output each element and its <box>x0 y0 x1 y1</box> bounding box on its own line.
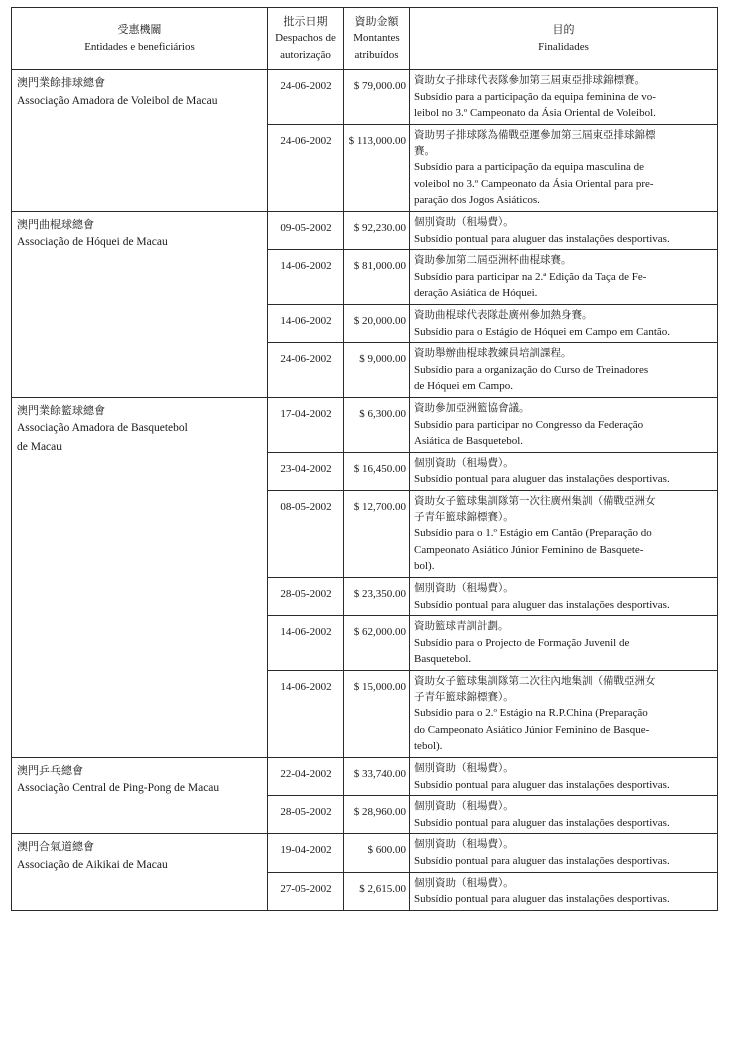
dispatch-date: 14-06-2002 <box>268 616 344 671</box>
dispatch-date: 14-06-2002 <box>268 304 344 342</box>
dispatch-date: 22-04-2002 <box>268 757 344 795</box>
table-row <box>12 757 718 795</box>
purpose-text-pt: Subsídio para a participação da equipa masculina de <box>414 161 644 174</box>
entity-name-zh: 澳門合氣道總會 <box>17 840 94 854</box>
dispatch-date: 24-06-2002 <box>268 70 344 125</box>
purpose-text-zh: 資助參加第二屆亞洲杯曲棍球賽。 <box>414 254 572 266</box>
amount-value: $ 20,000.00 <box>344 304 410 342</box>
purpose-text-pt: Subsídio pontual para aluguer das instalações desportivas. <box>414 855 670 867</box>
amount-value: $ 113,000.00 <box>344 124 410 211</box>
purpose-cell <box>410 834 718 872</box>
purpose-text-zh: 個別資助（租場費）。 <box>414 761 514 774</box>
amount-value: $ 62,000.00 <box>344 616 410 671</box>
purpose-text-zh: 資助女子排球代表隊參加第三屆東亞排球錦標賽。 <box>414 74 645 86</box>
purpose-text-pt: Subsídio pontual para aluguer das instalações desportivas. <box>414 893 670 906</box>
dispatch-date: 24-06-2002 <box>268 343 344 398</box>
table-row <box>12 70 718 125</box>
purpose-text-zh: 個別資助（租場費）。 <box>414 215 514 228</box>
table-header-row <box>12 8 718 70</box>
table-row <box>12 211 718 249</box>
amount-value: $ 15,000.00 <box>344 670 410 757</box>
purpose-text-zh: 個別資助（租場費）。 <box>414 876 514 889</box>
entity-name-pt: de Macau <box>17 440 63 453</box>
purpose-cell <box>410 757 718 795</box>
entity-name-pt: Associação Amadora de Voleibol de Macau <box>17 94 218 107</box>
dispatch-date: 27-05-2002 <box>268 872 344 910</box>
purpose-text-pt: de Hóquei em Campo. <box>414 380 513 393</box>
purpose-cell <box>410 70 718 125</box>
entity-name-pt: Associação Amadora de Basquetebol <box>17 422 188 435</box>
dispatch-date: 19-04-2002 <box>268 834 344 872</box>
amount-value: $ 28,960.00 <box>344 796 410 834</box>
dispatch-date: 14-06-2002 <box>268 250 344 305</box>
purpose-text-zh: 資助女子籃球集訓隊第一次往廣州集訓（備戰亞洲女 <box>414 494 656 507</box>
table-body <box>12 70 718 911</box>
purpose-cell <box>410 796 718 834</box>
purpose-text-zh: 資助籃球青訓計劃。 <box>414 620 509 632</box>
purpose-text-pt: Subsídio para a participação da equipa feminina de vo- <box>414 90 656 103</box>
amount-value: $ 81,000.00 <box>344 250 410 305</box>
amount-value: $ 33,740.00 <box>344 757 410 795</box>
purpose-text-pt: Basquetebol. <box>414 653 472 666</box>
purpose-text-zh: 資助曲棍球代表隊赴廣州參加熱身賽。 <box>414 308 593 321</box>
purpose-text-pt: Subsídio para o 1.º Estágio em Cantão (Preparação do <box>414 527 652 540</box>
amount-value: $ 79,000.00 <box>344 70 410 125</box>
purpose-text-zh: 個別資助（租場費）。 <box>414 838 514 851</box>
entity-name-zh: 澳門曲棍球總會 <box>17 217 94 231</box>
header-entidades: 受惠機關 Entidades e beneficiários <box>12 8 268 70</box>
purpose-text-pt: deração Asiática de Hóquei. <box>414 287 538 300</box>
amount-value: $ 16,450.00 <box>344 452 410 490</box>
amount-value: $ 9,000.00 <box>344 343 410 398</box>
dispatch-date: 08-05-2002 <box>268 490 344 577</box>
dispatch-date: 17-04-2002 <box>268 397 344 452</box>
purpose-text-zh: 資助舉辦曲棍球教練員培訓課程。 <box>414 347 572 359</box>
amount-value: $ 23,350.00 <box>344 577 410 615</box>
entity-cell <box>12 757 268 834</box>
purpose-text-zh: 個別資助（租場費）。 <box>414 456 514 469</box>
purpose-cell <box>410 670 718 757</box>
dispatch-date: 09-05-2002 <box>268 211 344 249</box>
purpose-text-zh: 資助參加亞洲籃協會議。 <box>414 401 530 414</box>
entity-cell <box>12 397 268 757</box>
purpose-cell <box>410 250 718 305</box>
purpose-cell <box>410 452 718 490</box>
document-page <box>11 7 717 911</box>
dispatch-date: 28-05-2002 <box>268 796 344 834</box>
dispatch-date: 23-04-2002 <box>268 452 344 490</box>
purpose-text-zh: 資助女子籃球集訓隊第二次往內地集訓（備戰亞洲女 <box>414 674 656 687</box>
purpose-text-pt: do Campeonato Asiático Júnior Feminino de Basque- <box>414 723 650 736</box>
entity-name-pt: Associação de Hóquei de Macau <box>17 236 168 249</box>
entity-cell <box>12 70 268 212</box>
amount-value: $ 600.00 <box>344 834 410 872</box>
purpose-text-zh: 個別資助（租場費）。 <box>414 581 514 594</box>
purpose-text-zh: 子青年籃球錦標賽）。 <box>414 690 514 703</box>
dispatch-date: 24-06-2002 <box>268 124 344 211</box>
purpose-text-pt: Asiática de Basquetebol. <box>414 435 524 447</box>
amount-value: $ 92,230.00 <box>344 211 410 249</box>
purpose-text-pt: paração dos Jogos Asiáticos. <box>414 194 540 207</box>
header-montantes: 資助金額 Montantes atribuídos <box>344 8 410 70</box>
entity-name-pt: Associação de Aikikai de Macau <box>17 858 168 871</box>
purpose-cell <box>410 616 718 671</box>
purpose-cell <box>410 124 718 211</box>
amount-value: $ 2,615.00 <box>344 872 410 910</box>
table-row <box>12 397 718 452</box>
entity-cell <box>12 211 268 397</box>
purpose-text-pt: Subsídio para participar na 2.ª Edição da Taça de Fe- <box>414 270 647 283</box>
purpose-text-pt: Subsídio pontual para aluguer das instalações desportivas. <box>414 473 670 486</box>
purpose-text-pt: tebol). <box>414 740 443 753</box>
entity-cell <box>12 834 268 911</box>
dispatch-date: 28-05-2002 <box>268 577 344 615</box>
header-finalidades: 目的 Finalidades <box>410 8 718 70</box>
entity-name-pt: Associação Central de Ping-Pong de Macau <box>17 782 220 795</box>
purpose-text-pt: Subsídio para o Estágio de Hóquei em Campo em Cantão. <box>414 325 671 338</box>
purpose-text-pt: Subsídio pontual para aluguer das instalações desportivas. <box>414 232 670 245</box>
purpose-cell <box>410 397 718 452</box>
purpose-cell <box>410 343 718 398</box>
amount-value: $ 6,300.00 <box>344 397 410 452</box>
purpose-text-pt: Subsídio pontual para aluguer das instalações desportivas. <box>414 816 670 829</box>
table-row <box>12 834 718 872</box>
purpose-text-pt: Subsídio para a organização do Curso de Treinadores <box>414 363 649 376</box>
purpose-text-zh: 賽。 <box>414 144 435 157</box>
purpose-cell <box>410 304 718 342</box>
purpose-text-zh: 子青年籃球錦標賽）。 <box>414 510 514 523</box>
purpose-text-pt: Subsídio pontual para aluguer das instalações desportivas. <box>414 598 670 611</box>
subsidies-table <box>11 7 718 911</box>
header-despachos: 批示日期 Despachos de autorização <box>268 8 344 70</box>
purpose-text-pt: bol). <box>414 560 435 573</box>
purpose-text-pt: Campeonato Asiático Júnior Feminino de Basquete- <box>414 543 644 556</box>
amount-value: $ 12,700.00 <box>344 490 410 577</box>
purpose-cell <box>410 577 718 615</box>
entity-name-zh: 澳門乒乓總會 <box>17 763 83 777</box>
purpose-text-zh: 個別資助（租場費）。 <box>414 800 514 812</box>
purpose-cell <box>410 211 718 249</box>
purpose-cell <box>410 872 718 910</box>
purpose-text-pt: voleibol no 3.º Campeonato da Ásia Oriental para pre- <box>414 177 654 190</box>
purpose-text-pt: Subsídio para o Projecto de Formação Juvenil de <box>414 636 630 649</box>
purpose-text-pt: Subsídio para o 2.º Estágio na R.P.China (Preparação <box>414 707 648 720</box>
entity-name-zh: 澳門業餘排球總會 <box>17 76 105 89</box>
purpose-text-zh: 資助男子排球隊為備戰亞運參加第三屆東亞排球錦標 <box>414 128 656 141</box>
purpose-text-pt: leibol no 3.º Campeonato da Ásia Oriental de Voleibol. <box>414 107 656 120</box>
dispatch-date: 14-06-2002 <box>268 670 344 757</box>
purpose-text-pt: Subsídio pontual para aluguer das instalações desportivas. <box>414 778 670 791</box>
purpose-text-pt: Subsídio para participar no Congresso da Federação <box>414 418 644 431</box>
entity-name-zh: 澳門業餘籃球總會 <box>17 403 105 417</box>
purpose-cell <box>410 490 718 577</box>
